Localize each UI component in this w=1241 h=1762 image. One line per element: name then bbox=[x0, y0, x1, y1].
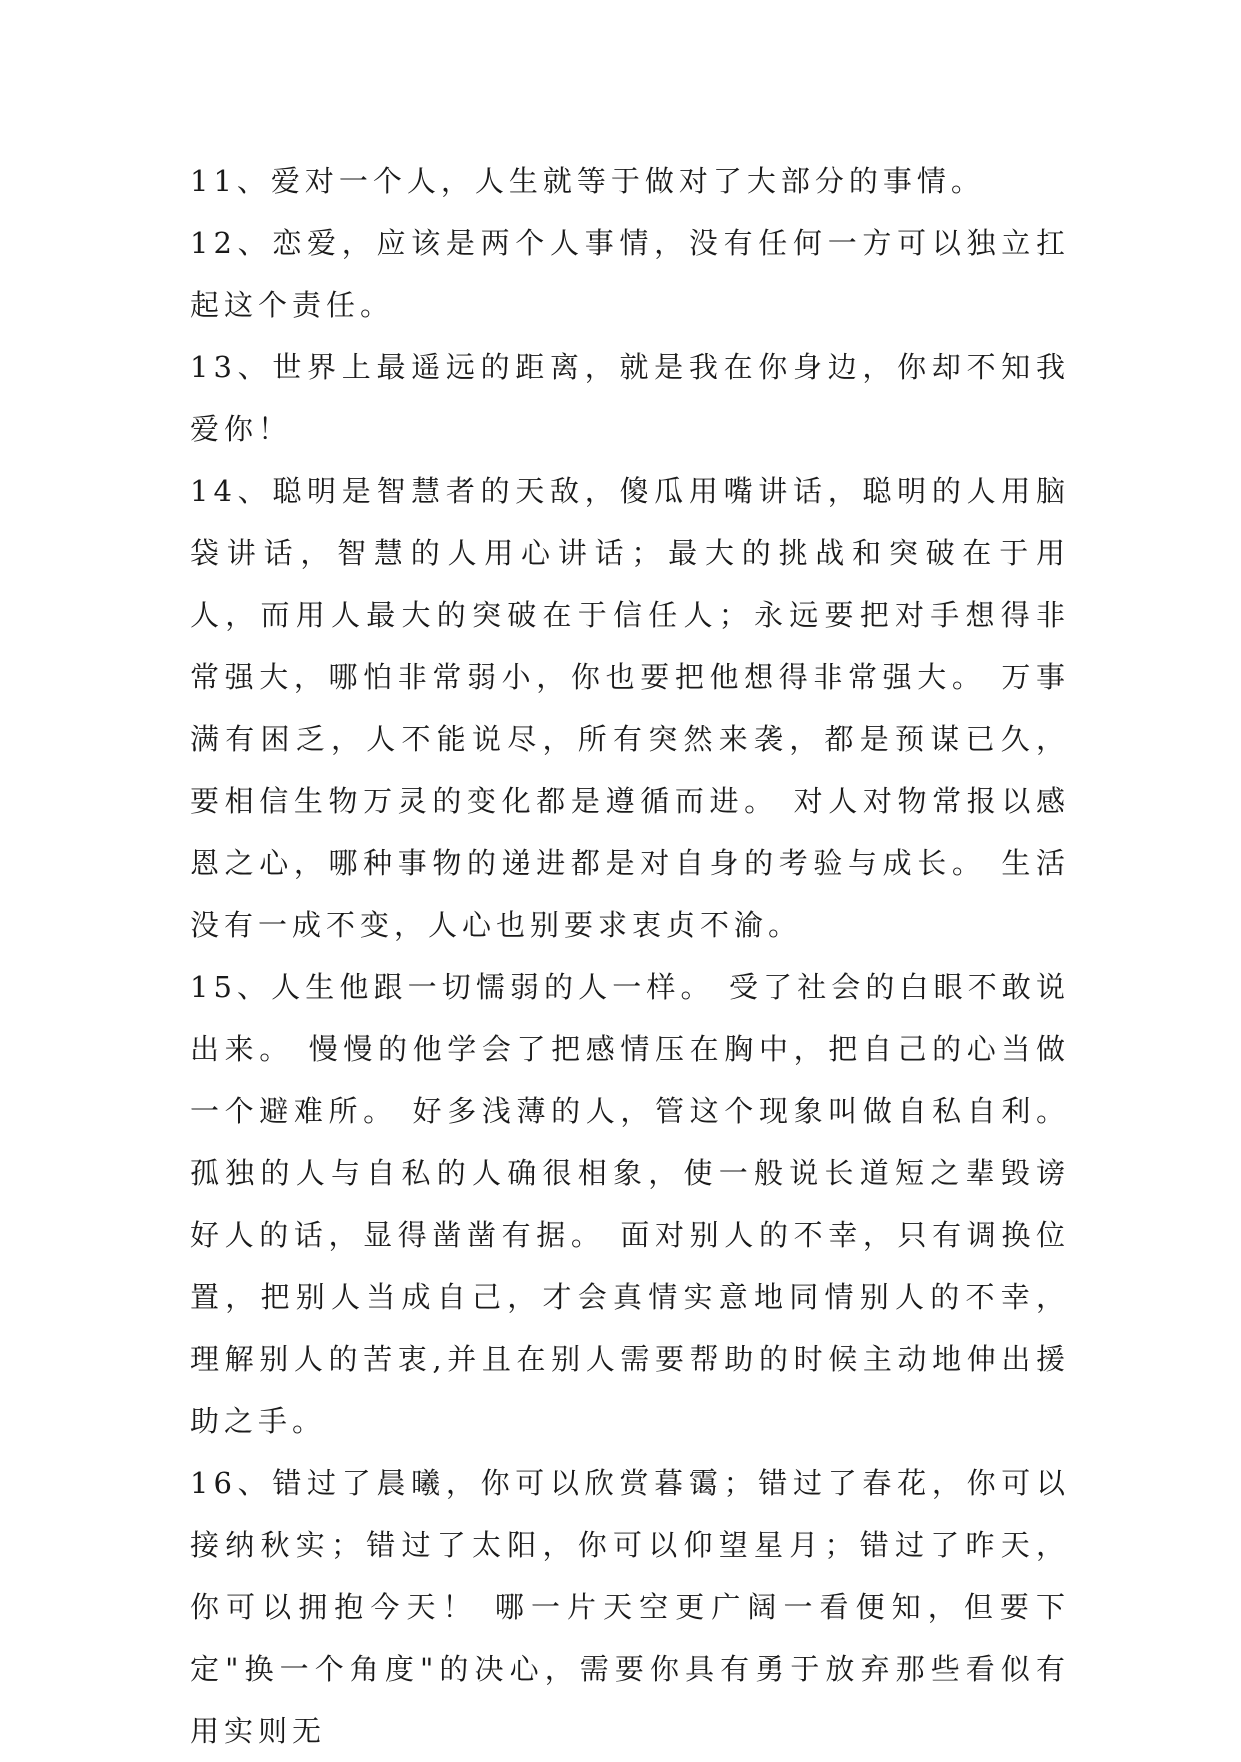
paragraph-16: 16、错过了晨曦，你可以欣赏暮霭；错过了春花，你可以接纳秋实；错过了太阳，你可以仰望星月；错过了昨天，你可以拥抱今天！ 哪一片天空更广阔一看便知，但要下定"换一个角度"的决心，需要你具有勇于放弃那些看似有用实则无 bbox=[190, 1466, 1070, 1748]
paragraph-15: 15、人生他跟一切懦弱的人一样。 受了社会的白眼不敢说出来。 慢慢的他学会了把感情压在胸中，把自己的心当做一个避难所。 好多浅薄的人，管这个现象叫做自私自利。 孤独的人与自私的人确很相象，使一般说长道短之辈毁谤好人的话，显得凿凿有据。 面对别人的不幸，只有调换位置，把别人当成自己，才会真情实意地同情别人的不幸，理解别人的苦衷,并且在别人需要帮助的时候主动地伸出援助之手。 bbox=[190, 970, 1070, 1438]
paragraph-12: 12、恋爱，应该是两个人事情，没有任何一方可以独立扛起这个责任。 bbox=[190, 226, 1070, 322]
paragraph-11: 11、爱对一个人，人生就等于做对了大部分的事情。 bbox=[190, 164, 985, 198]
document-page bbox=[190, 150, 1070, 1762]
paragraph-13: 13、世界上最遥远的距离，就是我在你身边，你却不知我爱你！ bbox=[190, 350, 1070, 446]
paragraph-14: 14、聪明是智慧者的天敌，傻瓜用嘴讲话，聪明的人用脑袋讲话，智慧的人用心讲话；最大的挑战和突破在于用人，而用人最大的突破在于信任人；永远要把对手想得非常强大，哪怕非常弱小，你也要把他想得非常强大。 万事满有困乏，人不能说尽，所有突然来袭，都是预谋已久，要相信生物万灵的变化都是遵循而进。 对人对物常报以感恩之心，哪种事物的递进都是对自身的考验与成长。 生活没有一成不变，人心也别要求衷贞不渝。 bbox=[190, 474, 1070, 942]
